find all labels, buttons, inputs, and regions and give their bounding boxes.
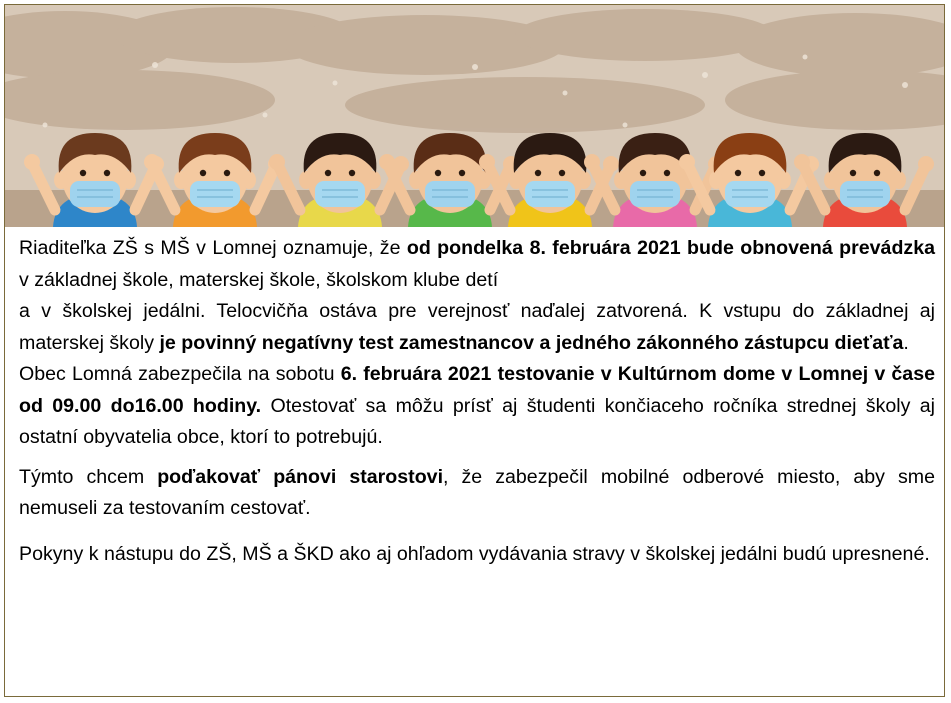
child-eye <box>735 170 741 176</box>
child-hand <box>24 154 40 170</box>
child-ear <box>54 171 68 189</box>
child-eye <box>349 170 355 176</box>
text-run: . <box>903 331 909 354</box>
face-mask-icon <box>190 181 240 207</box>
child-eye <box>435 170 441 176</box>
child-eye <box>535 170 541 176</box>
announcement-text <box>19 233 935 570</box>
child-ear <box>614 171 628 189</box>
paragraph-reopening <box>19 233 935 359</box>
child-ear <box>892 171 906 189</box>
child-ear <box>174 171 188 189</box>
face-mask-icon <box>630 181 680 207</box>
child-hand <box>584 154 600 170</box>
child-eye <box>459 170 465 176</box>
child-ear <box>367 171 381 189</box>
child-eye <box>874 170 880 176</box>
children-with-masks-banner <box>5 5 944 227</box>
child-ear <box>409 171 423 189</box>
text-run: v základnej škole, materskej škole, školskom klube detí <box>19 268 499 291</box>
face-mask-icon <box>725 181 775 207</box>
child-ear <box>577 171 591 189</box>
face-mask-icon <box>315 181 365 207</box>
child-eye <box>559 170 565 176</box>
child-eye <box>759 170 765 176</box>
child-eye <box>104 170 110 176</box>
bold-text: od pondelka 8. februára 2021 bude obnovená prevádzka <box>406 237 936 259</box>
face-mask-icon <box>70 181 120 207</box>
child-eye <box>640 170 646 176</box>
paragraph-instructions <box>19 539 935 571</box>
bold-text: je povinný negatívny test zamestnancov a jedného zákonného zástupcu dieťaťa <box>159 331 904 354</box>
child-ear <box>824 171 838 189</box>
paragraph-thanks <box>19 462 935 525</box>
child-hand <box>269 154 285 170</box>
face-mask-icon <box>525 181 575 207</box>
bold-text: poďakovať pánovi starostovi <box>157 465 444 488</box>
text-run: Pokyny k nástupu do ZŠ, MŠ a ŠKD ako aj ohľadom vydávania stravy v školskej jedálni budú upresnené. <box>19 542 930 565</box>
child-eye <box>80 170 86 176</box>
child-hand <box>603 156 619 172</box>
text-run: , že zabezpečil mobilné odberové miesto, aby sme nemuseli za testovaním cestovať. <box>19 465 935 519</box>
child-eye <box>325 170 331 176</box>
child-eye <box>200 170 206 176</box>
child-ear <box>122 171 136 189</box>
text-run: Obec Lomná zabezpečila na sobotu <box>19 363 341 385</box>
child-hand <box>479 154 495 170</box>
announcement-frame <box>4 4 945 697</box>
text-run: Otestovať sa môžu prísť aj študenti končiaceho ročníka strednej školy aj ostatní obyvatelia obce, ktorí to potrebujú. <box>19 394 935 448</box>
child-ear <box>509 171 523 189</box>
child-hand <box>794 154 810 170</box>
child-hand <box>679 154 695 170</box>
face-mask-icon <box>425 181 475 207</box>
child-ear <box>777 171 791 189</box>
child-eye <box>224 170 230 176</box>
child-eye <box>664 170 670 176</box>
bold-text: 6. februára 2021 testovanie v Kultúrnom dome v Lomnej v čase od 09.00 do16.00 hodiny. <box>19 363 935 417</box>
text-run: Týmto chcem <box>19 465 158 488</box>
text-run: a v školskej jedálni. Telocvičňa ostáva pre verejnosť naďalej zatvorená. K vstupu do základnej aj materskej školy <box>19 300 935 354</box>
text-run: Riaditeľka ZŠ s MŠ v Lomnej oznamuje, že <box>19 237 407 259</box>
child-ear <box>299 171 313 189</box>
child-hand <box>379 154 395 170</box>
child-ear <box>242 171 256 189</box>
face-mask-icon <box>840 181 890 207</box>
child-eye <box>850 170 856 176</box>
paragraph-testing <box>19 359 935 454</box>
child-hand <box>918 156 934 172</box>
child-hand <box>144 154 160 170</box>
child-ear <box>709 171 723 189</box>
